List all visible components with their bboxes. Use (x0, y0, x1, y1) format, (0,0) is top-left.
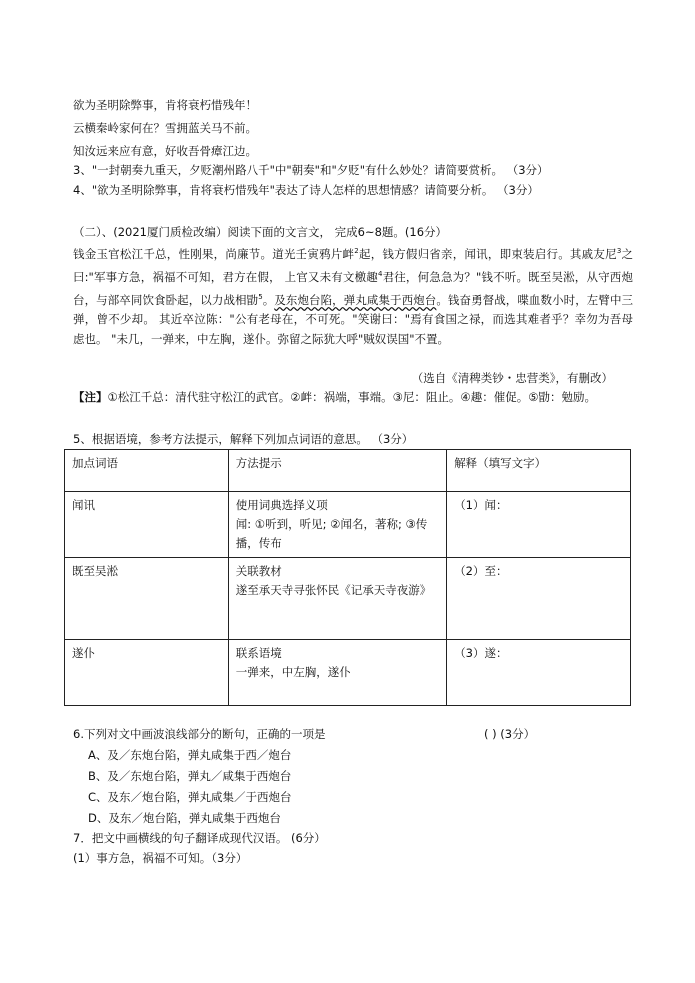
question-6: 6.下列对文中画波浪线部分的断句，正确的一项是 (73, 727, 326, 741)
option-c[interactable]: C、及东／炮台陷，弹丸咸集／于西炮台 (88, 790, 292, 804)
row-3-word: 遂仆 (65, 640, 229, 706)
wavy-underlined-sentence: 及东炮台陷，弹丸咸集于西炮台 (274, 292, 437, 307)
row-1-word: 闻讯 (65, 492, 229, 558)
poem-line-1: 欲为圣明除弊事，肯将衰朽惜残年！ (73, 98, 257, 112)
option-a[interactable]: A、及／东炮台陷，弹丸咸集于西／炮台 (88, 748, 292, 762)
note-ref-4: 4 (377, 269, 383, 278)
note-ref-5: 5 (258, 292, 263, 301)
passage-text-b: 起，钱方假归省亲，闻讯，即束装启行。其戚友尼 (358, 246, 617, 261)
question-6-answer-blank[interactable]: ( ) (3分） (484, 727, 536, 741)
row-2-answer-field[interactable]: （2）至： (447, 558, 631, 640)
option-b[interactable]: B、及／东炮台陷，弹丸／咸集于西炮台 (88, 769, 292, 783)
passage-text-f: 。钱奋勇督战，喋血数小时，左臂中三弹，曾不少却。 其近卒泣陈："公有老母在，不可死。"笑谢曰："焉有食国之禄，而选其难者乎？幸勿为吾母虑也。 "未几，一弹来，中左胸，遂仆。弥留之际犹大呼"贼奴误国"不置。 (73, 292, 634, 347)
notes-text: ①松江千总：清代驻守松江的武官。②衅：祸端，事端。③尼：阻止。④趣：催促。⑤勖：勉励。 (107, 390, 597, 404)
passage-text-c: 之曰:"军事方急，祸福不可知，君方在假， 上官又未有文檄趣 (73, 246, 634, 284)
question-7: 7．把文中画横线的句子翻译成现代汉语。 (6分） (73, 831, 326, 845)
row-2-word: 既至吴淞 (65, 558, 229, 640)
table-row (65, 492, 631, 558)
passage-source: （选自《清稗类钞・忠营类》，有删改） (411, 371, 613, 385)
header-word: 加点词语 (65, 450, 229, 492)
table-header-row (65, 450, 631, 492)
note-ref-3: 3 (616, 247, 622, 255)
notes-block (73, 387, 633, 407)
question-3: 3、"一封朝奏九重天，夕贬潮州路八千"中"朝奏"和"夕贬"有什么妙处？请简要赏析。 （3分） (73, 163, 549, 177)
question-7-part-1: (1）事方急，祸福不可知。（3分） (73, 851, 248, 865)
row-3-hint-body: 一弹来，中左胸，遂仆 (235, 665, 351, 679)
row-2-hint-title: 关联教材 (235, 564, 282, 578)
row-1-hint (228, 492, 446, 558)
table-row (65, 640, 631, 706)
section-2-heading: （二）、(2021厦门质检改编）阅读下面的文言文， 完成6~8题。(16分） (73, 225, 448, 239)
question-4: 4、"欲为圣明除弊事，肯将衰朽惜残年"表达了诗人怎样的思想情感？请简要分析。 （3分） (73, 183, 539, 197)
passage-text-a: 钱金玉官松江千总，性刚果，尚廉节。道光壬寅鸦片衅 (73, 246, 355, 261)
notes-label: 【注】 (73, 390, 108, 404)
passage-text-d: 君往，何急急为？"钱不听。既至吴淞，从守西炮台，与部卒同饮食卧起，以力战相勖 (73, 269, 633, 307)
option-d[interactable]: D、及东／炮台陷，弹丸咸集于西炮台 (88, 811, 281, 825)
row-3-hint (228, 640, 446, 706)
row-1-hint-title: 使用词典选择义项 (235, 498, 328, 512)
row-2-hint (228, 558, 446, 640)
vocabulary-table (64, 449, 631, 706)
question-5: 5、根据语境，参考方法提示，解释下列加点词语的意思。 （3分） (73, 432, 414, 446)
table-row (65, 558, 631, 640)
row-3-hint-title: 联系语境 (235, 646, 282, 660)
row-1-hint-body: 闻: ①听到，听见; ②闻名，著称; ③传播，传布 (235, 517, 428, 550)
note-ref-2: 2 (354, 247, 359, 255)
poem-line-3: 知汝远来应有意，好收吾骨瘴江边。 (73, 144, 257, 158)
row-2-hint-body: 遂至承天寺寻张怀民《记承天寺夜游》 (235, 583, 432, 597)
row-1-answer-field[interactable]: （1）闻： (447, 492, 631, 558)
classical-passage (73, 241, 633, 349)
poem-line-2: 云横秦岭家何在？雪拥蓝关马不前。 (73, 121, 257, 135)
passage-text-e: 。 (262, 292, 275, 307)
header-hint: 方法提示 (228, 450, 446, 492)
header-answer: 解释（填写文字） (447, 450, 631, 492)
row-3-answer-field[interactable]: （3）遂： (447, 640, 631, 706)
